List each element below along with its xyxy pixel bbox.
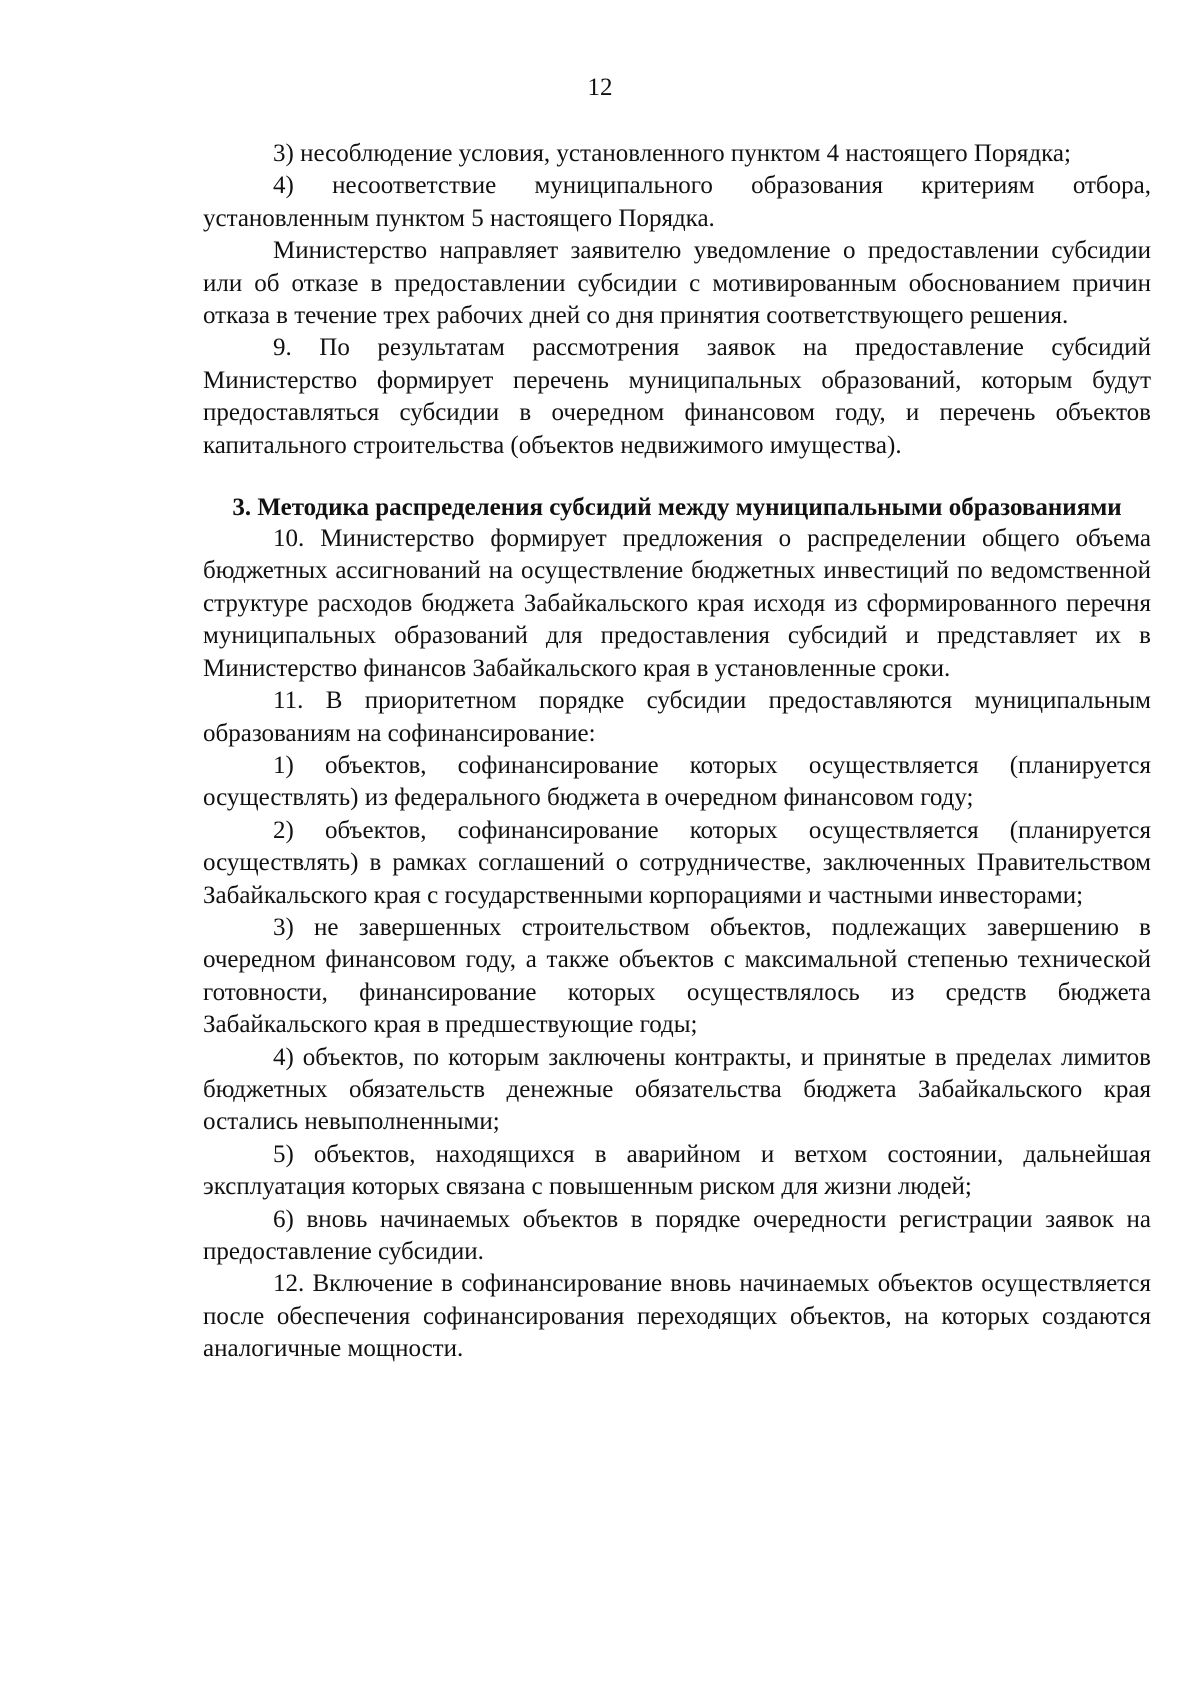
paragraph-priority-6: 6) вновь начинаемых объектов в порядке очередности регистрации заявок на предоставление субсидии.	[203, 1205, 1151, 1265]
paragraph-priority-3: 3) не завершенных строительством объектов, подлежащих завершению в очередном финансовом году, а также объектов с максимальной степенью технической готовности, финансирование которых осуществлялось из средств бюджета Забайкальского края в предшествующие годы;	[203, 913, 1151, 1039]
paragraph-priority-4: 4) объектов, по которым заключены контракты, и принятые в пределах лимитов бюджетных обязательств денежные обязательства бюджета Забайкальского края остались невыполненными;	[203, 1043, 1151, 1136]
paragraph-clause-12: 12. Включение в софинансирование вновь начинаемых объектов осуществляется после обеспечения софинансирования переходящих объектов, на которых создаются аналогичные мощности.	[203, 1270, 1151, 1363]
paragraph-priority-1: 1) объектов, софинансирование которых осуществляется (планируется осуществлять) из федерального бюджета в очередном финансовом году;	[203, 751, 1151, 812]
section-heading: 3. Методика распределения субсидий между муниципальными образованиями	[232, 494, 1122, 522]
paragraph-notification: Министерство направляет заявителю уведомление о предоставлении субсидии или об отказе в предоставлении субсидии с мотивированным обоснованием причин отказа в течение трех рабочих дней со дня принятия соответствующего решения.	[203, 237, 1151, 330]
paragraph-priority-2: 2) объектов, софинансирование которых осуществляется (планируется осуществлять) в рамках соглашений о сотрудничестве, заключенных Правительством Забайкальского края с государственными корпорациями и частными инвесторами;	[203, 816, 1151, 909]
paragraph-item-3: 3) несоблюдение условия, установленного пунктом 4 настоящего Порядка;	[273, 140, 1071, 167]
document-body	[203, 138, 1151, 1366]
paragraph-item-4: 4) несоответствие муниципального образования критериям отбора, установленным пунктом 5 настоящего Порядка.	[203, 172, 1151, 232]
paragraph-priority-5: 5) объектов, находящихся в аварийном и ветхом состоянии, дальнейшая эксплуатация которых связана с повышенным риском для жизни людей;	[203, 1140, 1151, 1201]
page-number: 12	[587, 74, 613, 101]
paragraph-clause-10: 10. Министерство формирует предложения о распределении общего объема бюджетных ассигнований на осуществление бюджетных инвестиций по ведомственной структуре расходов бюджета Забайкальского края исходя из сформированного перечня муниципальных образований для предоставления субсидий и представляет их в Министерство финансов Забайкальского края в установленные сроки.	[203, 525, 1151, 682]
paragraph-clause-9: 9. По результатам рассмотрения заявок на предоставление субсидий Министерство формирует перечень муниципальных образований, которым будут предоставляться субсидии в очередном финансовом году, и перечень объектов капитального строительства (объектов недвижимого имущества).	[203, 334, 1151, 459]
paragraph-clause-11: 11. В приоритетном порядке субсидии предоставляются муниципальным образованиям на софинансирование:	[203, 687, 1151, 747]
